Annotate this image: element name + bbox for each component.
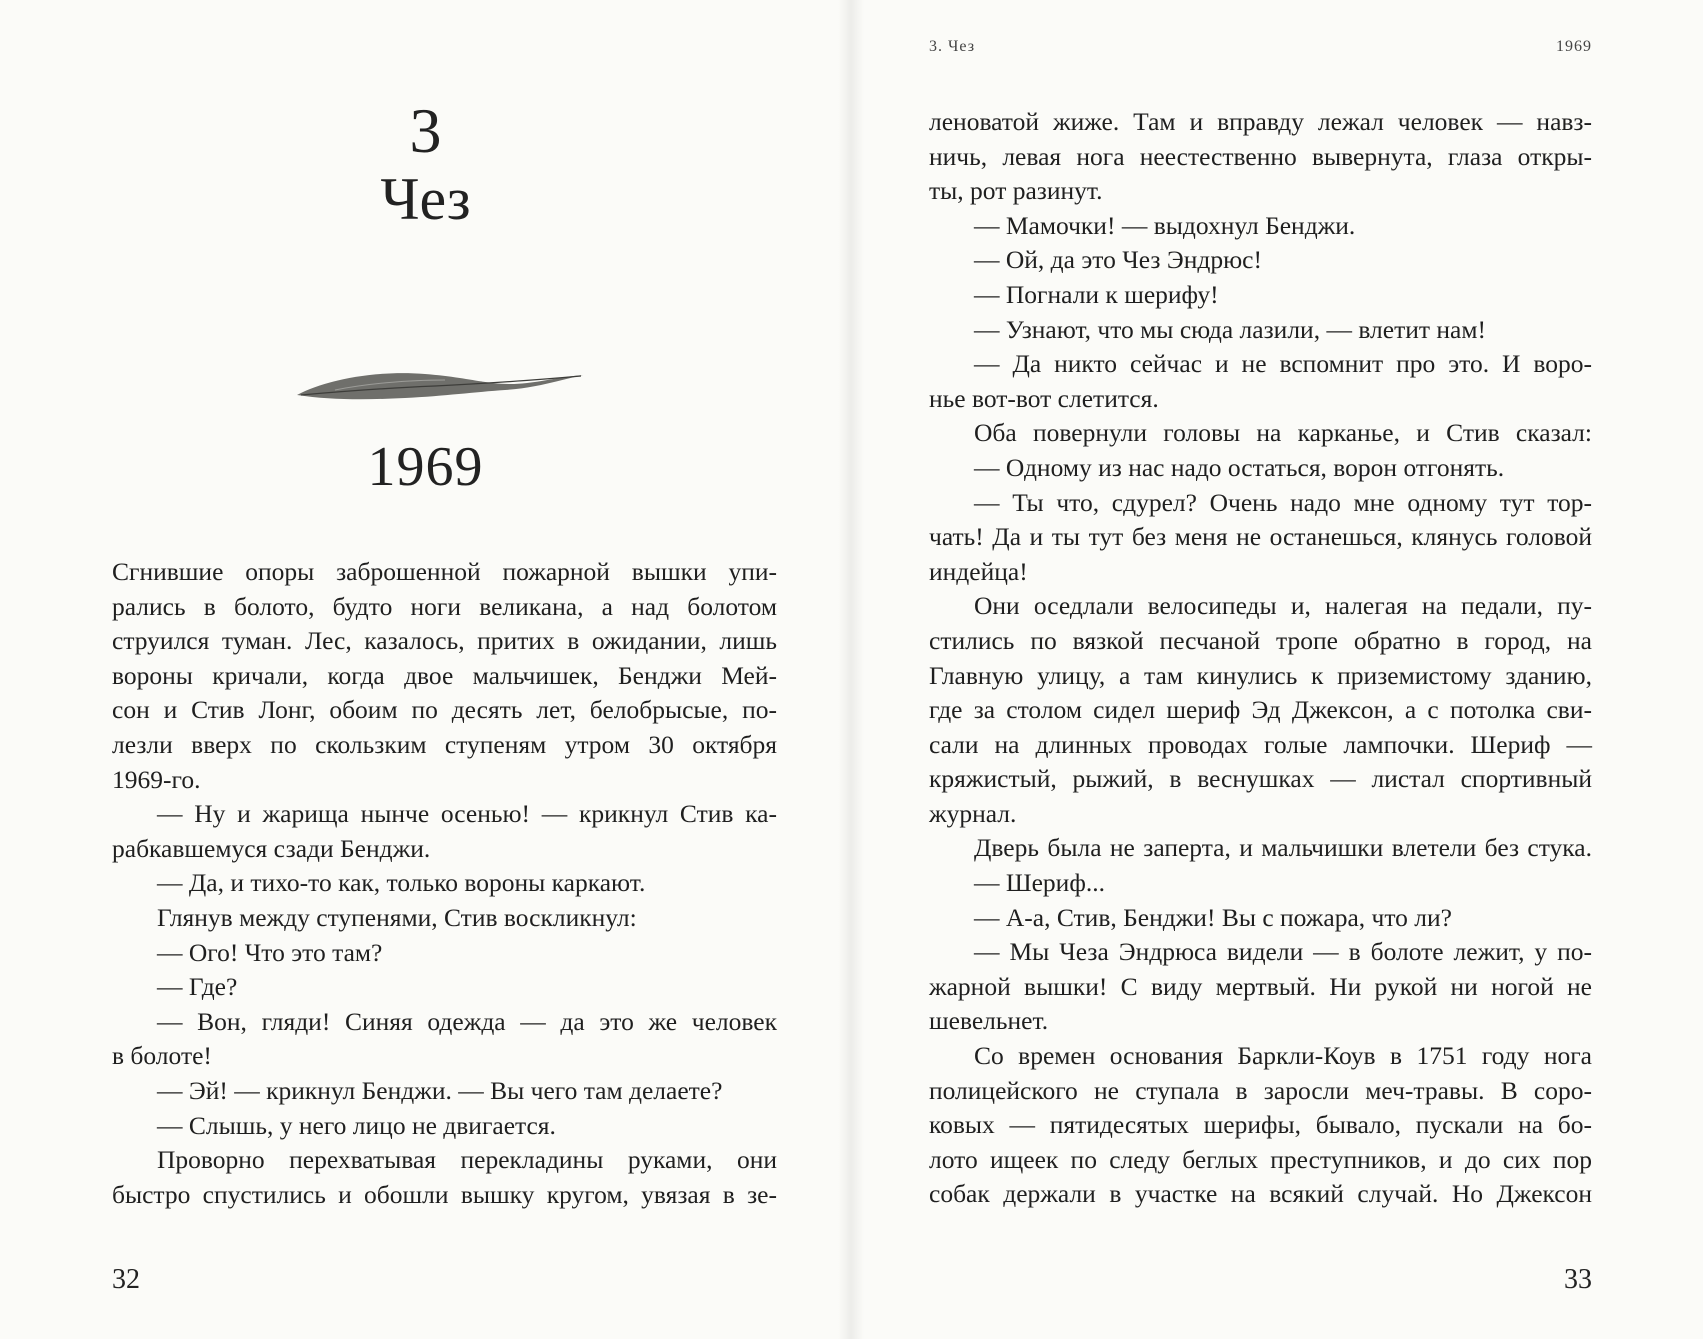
text-line: — Эй! — крикнул Бенджи. — Вы чего там делаете? xyxy=(157,1075,723,1105)
text-line: стились по вязкой песчаной тропе обратно в город, на xyxy=(929,625,1592,655)
text-line: Дверь была не заперта, и мальчишки влетели без стука. xyxy=(974,833,1592,863)
text-line: шевельнет. xyxy=(929,1006,1049,1036)
text-line: ничь, левая нога неестественно вывернута, глаза откры- xyxy=(929,141,1592,171)
text-line: полицейского не ступала в заросли меч-травы. В соро- xyxy=(929,1075,1592,1105)
running-head-chapter: 3. Чез xyxy=(929,38,976,55)
text-line: леноватой жиже. Там и вправду лежал человек — навз- xyxy=(929,107,1592,136)
chapter-year: 1969 xyxy=(367,436,484,498)
right-body-text xyxy=(929,105,1592,1212)
running-head-year: 1969 xyxy=(1556,38,1592,55)
text-line: Главную улицу, а там кинулись к приземистому зданию, xyxy=(929,660,1592,690)
page-number-right: 33 xyxy=(1564,1264,1592,1295)
text-line: ковых — пятидесятых шерифы, бывало, пускали на бо- xyxy=(929,1110,1592,1140)
text-line: быстро спустились и обошли вышку кругом, увязая в зе- xyxy=(112,1179,777,1209)
text-line: Со времен основания Баркли-Коув в 1751 году нога xyxy=(974,1041,1592,1071)
chapter-number: 3 xyxy=(409,95,442,166)
text-line: вороны кричали, когда двое мальчишек, Бенджи Мей- xyxy=(112,660,777,690)
text-line: — А-а, Стив, Бенджи! Вы с пожара, что ли? xyxy=(974,902,1452,932)
text-line: — Ты что, сдурел? Очень надо мне одному тут тор- xyxy=(974,487,1592,517)
text-line: Оба повернули головы на карканье, и Стив сказал: xyxy=(974,418,1592,448)
text-line: сали на длинных проводах голые лампочки. Шериф — xyxy=(929,729,1592,759)
text-line: где за столом сидел шериф Эд Джексон, а с потолка сви- xyxy=(929,695,1592,725)
text-line: — Шериф... xyxy=(974,868,1105,898)
text-line: — Да, и тихо-то как, только вороны каркают. xyxy=(157,868,646,898)
left-page xyxy=(0,0,851,1339)
text-line: — Ого! Что это там? xyxy=(157,937,383,967)
text-line: журнал. xyxy=(929,798,1017,828)
text-line: Сгнившие опоры заброшенной пожарной вышки упи- xyxy=(112,557,777,586)
text-line: — Одному из нас надо остаться, ворон отгонять. xyxy=(974,452,1505,482)
feather-ornament-icon xyxy=(295,362,585,412)
text-line: — Мамочки! — выдохнул Бенджи. xyxy=(974,210,1356,240)
text-line: — Где? xyxy=(157,972,238,1002)
text-line: — Вон, гляди! Синяя одежда — да это же человек xyxy=(157,1006,777,1036)
text-line: собак держали в участке на всякий случай. Но Джексон xyxy=(929,1179,1592,1209)
text-line: кряжистый, рыжий, в веснушках — листал спортивный xyxy=(929,764,1592,794)
text-line: рабкавшемуся сзади Бенджи. xyxy=(112,833,431,863)
text-line: чать! Да и ты тут без меня не останешься, клянусь головой xyxy=(929,522,1592,552)
text-line: жарной вышки! С виду мертвый. Ни рукой ни ногой не xyxy=(929,971,1592,1001)
text-line: — Ну и жарища нынче осенью! — крикнул Стив ка- xyxy=(157,799,777,829)
text-line: — Узнают, что мы сюда лазили, — влетит нам! xyxy=(974,314,1486,344)
text-line: Проворно перехватывая перекладины руками, они xyxy=(157,1145,777,1175)
text-line: в болоте! xyxy=(112,1041,212,1071)
text-line: лото ищеек по следу беглых преступников, и до сих пор xyxy=(929,1144,1592,1174)
text-line: — Погнали к шерифу! xyxy=(974,279,1219,309)
text-line: — Слышь, у него лицо не двигается. xyxy=(157,1110,556,1140)
text-line: — Ой, да это Чез Эндрюс! xyxy=(974,245,1262,275)
text-line: индейца! xyxy=(929,556,1028,586)
chapter-title: Чез xyxy=(380,166,471,232)
text-line: сон и Стив Лонг, обоим по десять лет, белобрысые, по- xyxy=(112,695,777,725)
text-line: струился туман. Лес, казалось, притих в ожидании, лишь xyxy=(112,626,777,656)
left-body-text xyxy=(112,555,777,1212)
page-number-left: 32 xyxy=(112,1264,140,1295)
text-line: ты, рот разинут. xyxy=(929,176,1103,206)
text-line: — Да никто сейчас и не вспомнит про это. И воро- xyxy=(974,349,1592,379)
text-line: рались в болото, будто ноги великана, а над болотом xyxy=(112,591,777,621)
text-line: — Мы Чеза Эндрюса видели — в болоте лежит, у по- xyxy=(974,937,1592,967)
text-line: Глянув между ступенями, Стив воскликнул: xyxy=(157,902,637,932)
text-line: Они оседлали велосипеды и, налегая на педали, пу- xyxy=(974,591,1592,621)
text-line: лезли вверх по скользким ступеням утром 30 октября xyxy=(112,729,777,759)
text-line: нье вот-вот слетится. xyxy=(929,383,1159,413)
text-line: 1969-го. xyxy=(112,764,201,794)
